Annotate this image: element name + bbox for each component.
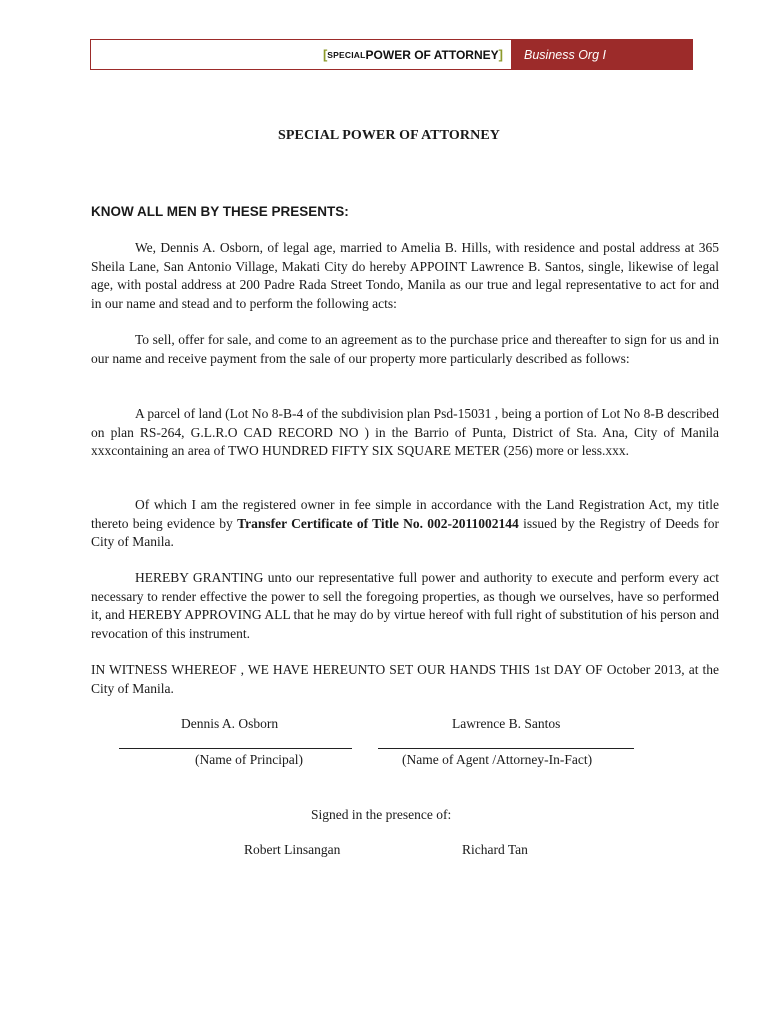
title-certificate-number: Transfer Certificate of Title No. 002-2011002144 (237, 515, 519, 531)
paragraph-ownership (91, 496, 719, 552)
agent-name: Lawrence B. Santos (452, 716, 561, 731)
paragraph-appointment: We, Dennis A. Osborn, of legal age, married to Amelia B. Hills, with residence and postal address at 365 Sheila Lane, San Antonio Village, Makati City do hereby APPOINT Lawrence B. Santos, single, likewise of legal age, with postal address at 200 Padre Rada Street Tondo, Manila as our true and legal representative to act for and in our name and stead and to perform the following acts: (91, 240, 719, 311)
signed-in-presence-label: Signed in the presence of: (311, 807, 452, 822)
paragraph-witness-whereof: IN WITNESS WHEREOF , WE HAVE HEREUNTO SET OUR HANDS THIS 1st DAY OF October 2013, at the City of Manila. (91, 662, 719, 696)
witness-name-1: Robert Linsangan (244, 842, 341, 857)
paragraph-property-description: A parcel of land (Lot No 8-B-4 of the subdivision plan Psd-15031 , being a portion of Lot No 8-B described on plan RS-264, G.L.R.O CAD RECORD NO ) in the Barrio of Punta, District of Sta. Ana, City of Manila xxxcontaining an area of TWO HUNDRED FIFTY SIX SQUARE METER (256) more or less.xxx. (91, 406, 719, 458)
witness-name-2: Richard Tan (462, 842, 528, 857)
agent-signature-line (378, 748, 634, 749)
paragraph-granting: HEREBY GRANTING unto our representative full power and authority to execute and perform every act necessary to render effective the power to sell the foregoing properties, as though we ourselves, have so performed it, and HEREBY APPROVING ALL that he may do by virtue hereof with full right of substitution of his person and revocation of this instrument. (91, 570, 719, 641)
ownership-text-start: Of which I am the registered owner in fee simple in accordance with the Land Registration Act, my title thereto being evidence by (91, 497, 719, 531)
principal-caption: (Name of Principal) (195, 752, 303, 767)
header-special-label: SPECIAL (327, 49, 366, 60)
principal-signature-line (119, 748, 352, 749)
principal-name: Dennis A. Osborn (181, 716, 279, 731)
header-bracket-close: ] (498, 47, 503, 62)
header-title: POWER OF ATTORNEY (365, 47, 499, 62)
paragraph-sale-authority: To sell, offer for sale, and come to an agreement as to the purchase price and thereafter to sign for us and in our name and receive payment from the sale of our property more particularly described as follows: (91, 332, 719, 366)
document-title: SPECIAL POWER OF ATTORNEY (277, 128, 500, 143)
header-document-type (91, 40, 511, 69)
know-all-heading: KNOW ALL MEN BY THESE PRESENTS: (91, 204, 349, 219)
header-course-label: Business Org I (511, 40, 692, 69)
header-bracket-open: [ (322, 47, 328, 62)
ownership-text-end: issued by the Registry of Deeds for City of Manila. (91, 515, 719, 549)
agent-caption: (Name of Agent /Attorney-In-Fact) (402, 752, 593, 767)
document-header (90, 39, 693, 70)
